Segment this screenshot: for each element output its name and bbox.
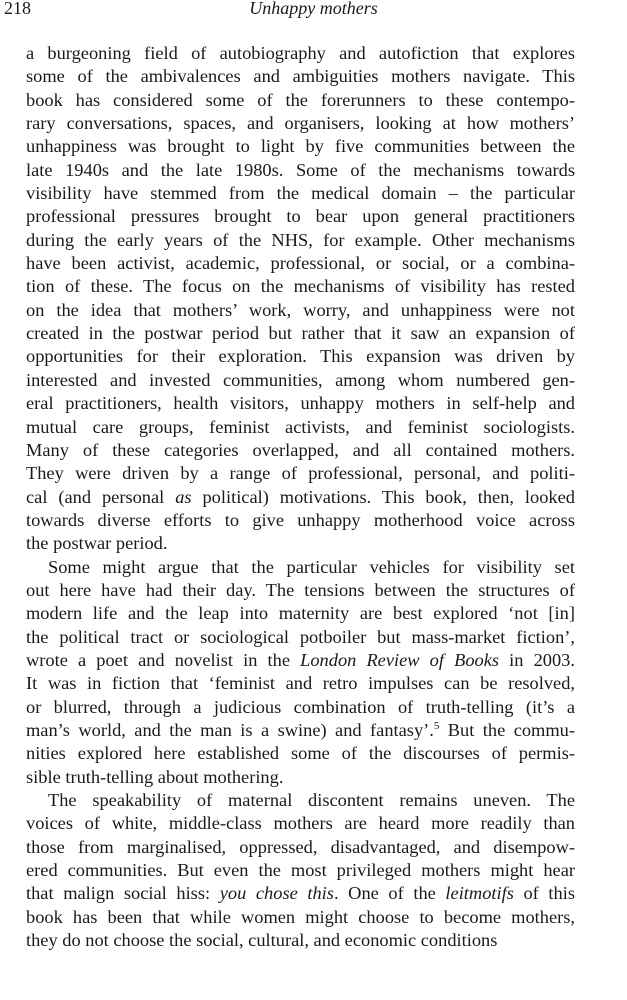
italic-text: leitmotifs (445, 883, 514, 904)
text-line (26, 882, 575, 905)
text-line (26, 322, 575, 345)
text-segment: book has been that while women might choose to become mothers, (26, 906, 575, 927)
text-line (26, 462, 575, 485)
text-line (26, 579, 575, 602)
text-line (26, 112, 575, 135)
text-line (26, 299, 575, 322)
text-line (26, 906, 575, 929)
text-segment: out here have had their day. The tensions between the structures of (26, 579, 575, 600)
text-segment: the postwar period. (26, 533, 168, 554)
text-segment: professional pressures brought to bear upon general practitioners (26, 206, 575, 227)
text-segment: or blurred, through a judicious combination of truth-telling (it’s a (26, 696, 575, 717)
text-line (26, 416, 575, 439)
text-line (26, 696, 575, 719)
text-segment: visibility have stemmed from the medical domain – the particular (26, 183, 575, 204)
text-segment: created in the postwar period but rather that it saw an expansion of (26, 323, 575, 344)
text-line (26, 229, 575, 252)
text-segment: But the commu- (439, 719, 575, 740)
text-segment: Some might argue that the particular vehicles for visibility set (48, 556, 575, 577)
text-line (26, 812, 575, 835)
text-line (26, 486, 575, 509)
text-line (26, 369, 575, 392)
text-segment: unhappiness was brought to light by five communities between the (26, 136, 575, 157)
text-segment: during the early years of the NHS, for example. Other mechanisms (26, 229, 575, 250)
text-segment: some of the ambivalences and ambiguities mothers navigate. This (26, 66, 575, 87)
text-segment: sible truth-telling about mothering. (26, 766, 284, 787)
running-title: Unhappy mothers (249, 0, 378, 18)
text-line (26, 649, 575, 672)
running-header (0, 0, 627, 19)
text-line (26, 859, 575, 882)
text-line (26, 252, 575, 275)
text-line (26, 789, 575, 812)
text-segment: towards diverse efforts to give unhappy motherhood voice across (26, 509, 575, 530)
text-line (26, 719, 575, 742)
text-segment: It was in fiction that ‘feminist and retro impulses can be resolved, (26, 673, 575, 694)
text-line (26, 626, 575, 649)
italic-text: London Review of Books (300, 649, 500, 670)
text-segment: book has considered some of the forerunners to these contempo- (26, 89, 575, 110)
text-segment: late 1940s and the late 1980s. Some of the mechanisms towards (26, 159, 575, 180)
text-segment: eral practitioners, health visitors, unhappy mothers in self-help and (26, 393, 575, 414)
text-line (26, 532, 575, 555)
text-segment: in 2003. (499, 649, 575, 670)
text-segment: the political tract or sociological potboiler but mass-market fiction’, (26, 626, 575, 647)
text-segment: those from marginalised, oppressed, disadvantaged, and disempow- (26, 836, 575, 857)
italic-text: you chose this (219, 883, 334, 904)
text-line (26, 392, 575, 415)
text-segment: mutual care groups, feminist activists, and feminist sociologists. (26, 416, 575, 437)
text-segment: wrote a poet and novelist in the (26, 649, 301, 670)
text-line (26, 182, 575, 205)
text-segment: have been activist, academic, professional, or social, or a combina- (26, 253, 575, 274)
text-segment: man’s world, and the man is a swine) and fantasy’. (26, 719, 434, 740)
text-segment: . One of the (333, 883, 446, 904)
text-segment: political) motivations. This book, then, looked (191, 486, 575, 507)
text-segment: on the idea that mothers’ work, worry, and unhappiness were not (26, 299, 575, 320)
text-segment: they do not choose the social, cultural, and economic conditions (26, 930, 498, 951)
text-line (26, 275, 575, 298)
text-segment: cal (and personal (26, 486, 176, 507)
text-segment: modern life and the leap into maternity are best explored ‘not [in] (26, 603, 575, 624)
text-line (26, 42, 575, 65)
page-number: 218 (4, 0, 31, 18)
text-segment: interested and invested communities, among whom numbered gen- (26, 369, 575, 390)
text-segment: rary conversations, spaces, and organisers, looking at how mothers’ (26, 113, 575, 134)
text-segment: tion of these. The focus on the mechanisms of visibility has rested (26, 276, 575, 297)
text-line (26, 135, 575, 158)
text-segment: nities explored here established some of the discourses of permis- (26, 743, 575, 764)
italic-text: as (175, 486, 192, 507)
text-line (26, 509, 575, 532)
footnote-marker: 5 (433, 719, 440, 732)
text-line (26, 345, 575, 368)
text-segment: opportunities for their exploration. This expansion was driven by (26, 346, 575, 367)
text-line (26, 65, 575, 88)
text-line (26, 766, 575, 789)
text-segment: of this (513, 883, 575, 904)
text-line (26, 205, 575, 228)
text-segment: ered communities. But even the most privileged mothers might hear (26, 860, 575, 881)
text-line (26, 89, 575, 112)
text-segment: a burgeoning field of autobiography and autofiction that explores (26, 43, 575, 63)
text-segment: Many of these categories overlapped, and all contained mothers. (26, 439, 575, 460)
text-segment: that malign social hiss: (26, 883, 220, 904)
text-line (26, 159, 575, 182)
text-line (26, 439, 575, 462)
text-line (26, 929, 575, 952)
text-line (26, 556, 575, 579)
text-line (26, 836, 575, 859)
body-text (26, 42, 575, 952)
text-segment: The speakability of maternal discontent remains uneven. The (48, 790, 575, 810)
text-line (26, 602, 575, 625)
text-line (26, 672, 575, 695)
text-line (26, 742, 575, 765)
text-segment: They were driven by a range of professional, personal, and politi- (26, 463, 575, 484)
text-segment: voices of white, middle-class mothers are heard more readily than (26, 813, 575, 834)
